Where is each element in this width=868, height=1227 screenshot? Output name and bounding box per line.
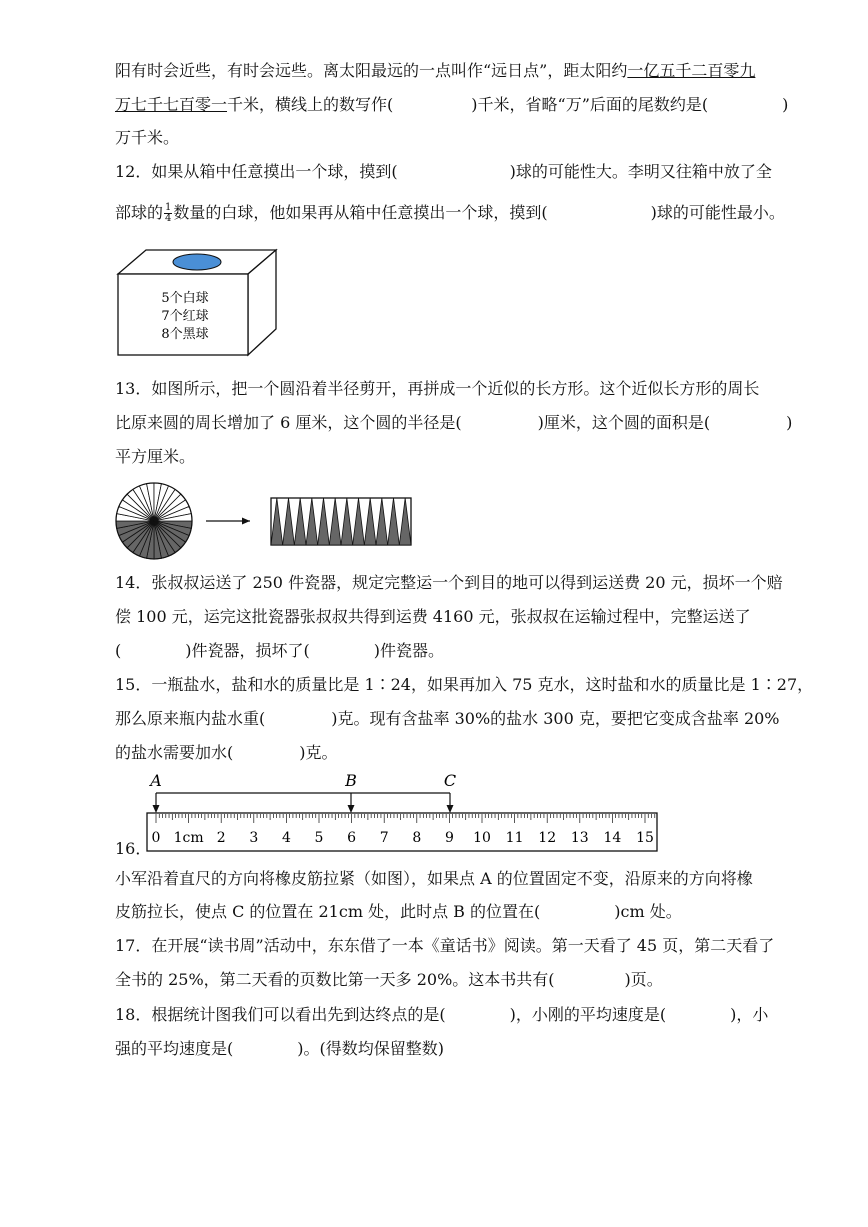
- ruler-tick-label: 10: [473, 830, 491, 846]
- q17-text: )页。: [624, 970, 663, 989]
- q12-line2: [115, 202, 820, 224]
- ruler-tick-label: 3: [249, 830, 259, 846]
- ruler-tick-label: 7: [379, 830, 389, 846]
- q12-text: )球的可能性大。李明又往箱中放了全: [509, 162, 772, 181]
- ruler-tick-label: 12: [538, 830, 557, 846]
- q15-line2: [115, 708, 820, 730]
- q18-line1: [115, 1004, 820, 1026]
- q15-text: 的盐水需要加水(: [115, 743, 234, 762]
- ruler-tick-label: 1cm: [173, 830, 204, 846]
- box-opening: [173, 254, 221, 270]
- q11-underlined-number-cont: 万七千七百零一: [115, 95, 228, 114]
- q13-line2: [115, 412, 820, 434]
- q14-line2: 偿 100 元，运完这批瓷器张叔叔共得到运费 4160 元，张叔叔在运输过程中，完整运送了: [115, 607, 751, 626]
- fraction-numerator: 1: [165, 202, 172, 213]
- q17-line2: [115, 969, 820, 991]
- q11-line2: [115, 94, 820, 116]
- point-label-a: A: [150, 771, 162, 790]
- q13-line3: 平方厘米。: [115, 447, 196, 466]
- q16-line2: [115, 901, 820, 923]
- q16-text: 皮筋拉长，使点 C 的位置在 21cm 处，此时点 B 的位置在(: [115, 902, 541, 921]
- q13-line1: 13．如图所示，把一个圆沿着半径剪开，再拼成一个近似的长方形。这个近似长方形的周长: [115, 379, 760, 398]
- ruler-tick-label: 9: [444, 830, 454, 846]
- point-label-b: B: [345, 771, 357, 790]
- q12-text: 12．如果从箱中任意摸出一个球，摸到(: [115, 162, 398, 181]
- q16-line1: 小军沿着直尺的方向将橡皮筋拉紧（如图），如果点 A 的位置固定不变，沿原来的方向将橡: [115, 869, 753, 888]
- q18-line2: [115, 1038, 820, 1060]
- ruler-tick-label: 0: [151, 830, 161, 846]
- q11-text: 阳有时会近些，有时会远些。离太阳最远的一点叫作“远日点”，距太阳约: [115, 61, 628, 80]
- q11-line1: [115, 60, 820, 82]
- arrow-right-icon: [242, 518, 250, 525]
- point-label-c: C: [443, 771, 457, 790]
- q18-text: 18．根据统计图我们可以看出先到达终点的是(: [115, 1005, 446, 1024]
- ruler-tick-label: 5: [314, 830, 324, 846]
- q18-text: 强的平均速度是(: [115, 1039, 234, 1058]
- q14-text: )件瓷器，损坏了(: [185, 641, 310, 660]
- ruler-figure: [140, 768, 664, 858]
- q15-line1: 15．一瓶盐水，盐和水的质量比是 1∶24，如果再加入 75 克水，这时盐和水的质量比是 1∶27，: [115, 675, 814, 694]
- q13-text: ): [786, 413, 793, 432]
- q12-text: )球的可能性最小。: [650, 203, 785, 222]
- q15-line3: [115, 742, 820, 764]
- fraction-one-quarter: [164, 203, 172, 224]
- ruler-tick-label: 14: [603, 830, 622, 846]
- ruler-tick-label: 4: [281, 830, 291, 846]
- circle-rearrange-figure: [112, 478, 417, 566]
- box-label-black: 8个黑球: [161, 327, 209, 342]
- ruler-tick-label: 8: [412, 830, 422, 846]
- q18-text: )，小刚的平均速度是(: [509, 1005, 667, 1024]
- box-label-white: 5个白球: [161, 291, 209, 306]
- q11-text: ): [782, 95, 789, 114]
- ball-box-figure: [115, 247, 280, 359]
- ruler-tick-label: 13: [570, 830, 589, 846]
- q18-text: )。(得数均保留整数): [297, 1039, 444, 1058]
- q15-text: )克。现有含盐率 30%的盐水 300 克，要把它变成含盐率 20%: [331, 709, 780, 728]
- q14-line3: [115, 640, 820, 662]
- arrow-down-icon: [153, 805, 160, 813]
- ruler-tick-label: 6: [347, 830, 357, 846]
- ruler-tick-label: 11: [505, 830, 524, 846]
- q15-text: 那么原来瓶内盐水重(: [115, 709, 266, 728]
- arrow-down-icon: [447, 805, 454, 813]
- q11-underlined-number: 一亿五千二百零九: [627, 61, 756, 80]
- q12-text: 部球的: [115, 203, 164, 222]
- q17-line1: 17．在开展“读书周”活动中，东东借了一本《童话书》阅读。第一天看了 45 页，第二天看了: [115, 936, 775, 955]
- box-label-red: 7个红球: [161, 309, 209, 324]
- q14-text: )件瓷器。: [373, 641, 444, 660]
- q11-line3: 万千米。: [115, 128, 180, 147]
- ruler-tick-label: 15: [636, 830, 654, 846]
- q13-text: )厘米，这个圆的面积是(: [537, 413, 711, 432]
- q16-number: 16．: [115, 839, 152, 858]
- ruler-tick-label: 2: [216, 830, 226, 846]
- fraction-denominator: 4: [165, 213, 172, 224]
- q17-text: 全书的 25%，第二天看的页数比第一天多 20%。这本书共有(: [115, 970, 555, 989]
- q18-text: )，小: [730, 1005, 769, 1024]
- q14-text: (: [115, 641, 122, 660]
- q15-text: )克。: [299, 743, 338, 762]
- q11-text: )千米，省略“万”后面的尾数约是(: [471, 95, 709, 114]
- q14-line1: 14．张叔叔运送了 250 件瓷器，规定完整运一个到目的地可以得到运送费 20 元，损坏一个赔: [115, 573, 783, 592]
- q16-text: )cm 处。: [614, 902, 682, 921]
- q11-text: 千米，横线上的数写作(: [227, 95, 394, 114]
- q12-line1: [115, 161, 820, 183]
- q13-text: 比原来圆的周长增加了 6 厘米，这个圆的半径是(: [115, 413, 462, 432]
- q12-text: 数量的白球，他如果再从箱中任意摸出一个球，摸到(: [173, 203, 548, 222]
- arrow-down-icon: [348, 805, 355, 813]
